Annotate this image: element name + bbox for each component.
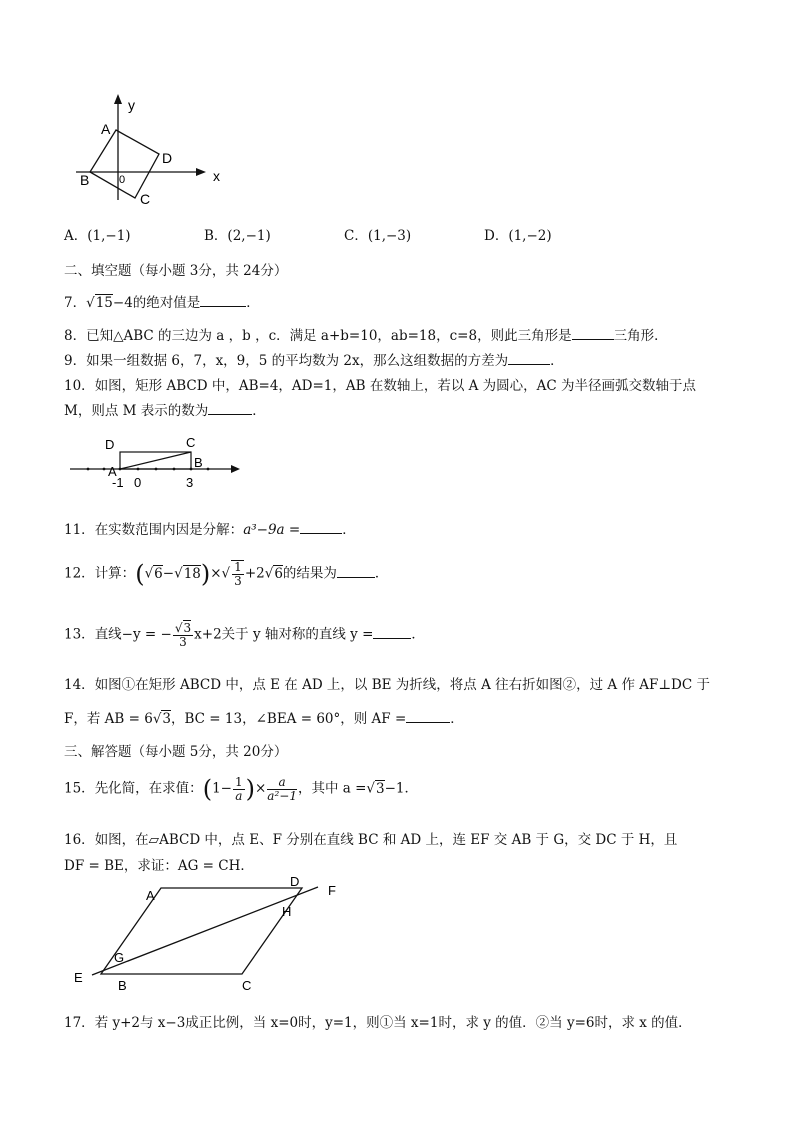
point-d-label: D bbox=[162, 150, 173, 166]
nl-tick-3: 3 bbox=[186, 475, 194, 490]
question-16-line2: DF = BE，求证：AG = CH． bbox=[64, 858, 254, 874]
nl-label-b: B bbox=[194, 455, 203, 470]
pg-label-g: G bbox=[114, 950, 125, 965]
question-15: 15．先化简，在求值：(1− $\frac{1}{a}$ )× $\frac{a}{\text{a²−1}}$ ，其中 a =√3−1． bbox=[64, 774, 419, 803]
question-10-line1: 10．如图，矩形 ABCD 中，AB=4，AD=1，AB 在数轴上，若以 A 为圆心，AC 为半径画弧交数轴于点 bbox=[64, 378, 697, 394]
y-axis-label: y bbox=[128, 97, 135, 113]
point-a-label: A bbox=[101, 121, 111, 137]
question-9: 9．如果一组数据 6，7，x，9，5 的平均数为 2x，那么这组数据的方差为 ． bbox=[64, 353, 564, 369]
nl-label-d: D bbox=[105, 437, 115, 452]
pg-label-h: H bbox=[282, 904, 292, 919]
question-14-line1: 14．如图①在矩形 ABCD 中，点 E 在 AD 上，以 BE 为折线，将点 A 往右折如图②，过 A 作 AF⊥DC 于 bbox=[64, 677, 711, 693]
question-16-line1: 16．如图，在▱ABCD 中，点 E、F 分别在直线 BC 和 AD 上，连 EF 交 AB 于 G，交 DC 于 H，且 bbox=[64, 832, 678, 848]
question-8: 8．已知△ABC 的三边为 a ，b ，c．满足 a+b=10，ab=18，c=8，则此三角形是 三角形． bbox=[64, 328, 668, 344]
question-13: 13．直线−y = − $\frac{√3}{3}$ x+2关于 y 轴对称的直线 y = ． bbox=[64, 621, 425, 649]
nl-label-a: A bbox=[108, 464, 117, 479]
point-c-label: C bbox=[140, 191, 151, 207]
nl-label-c: C bbox=[186, 435, 196, 450]
section3-heading: 三、解答题（每小题 5分，共 20分） bbox=[64, 744, 288, 760]
pg-label-a: A bbox=[146, 888, 155, 903]
q6-option-c: C．(1,−3) bbox=[344, 228, 412, 244]
point-b-label: B bbox=[80, 172, 90, 188]
pg-label-e: E bbox=[74, 970, 83, 985]
question-14-line2: F，若 AB = 6√3，BC = 13，∠BEA = 60°，则 AF = ． bbox=[64, 711, 464, 727]
question-17: 17．若 y+2与 x−3成正比例，当 x=0时，y=1，则①当 x=1时，求 y 的值．②当 y=6时，求 x 的值． bbox=[64, 1015, 692, 1031]
pg-label-b: B bbox=[118, 978, 127, 993]
question-12: 12．计算：(√6−√18)×√ $\frac{1}{3}$ +2√6的结果为 ． bbox=[64, 560, 389, 588]
origin-label: 0 bbox=[119, 174, 126, 186]
question-10-line2: M，则点 M 表示的数为 ． bbox=[64, 403, 266, 419]
q6-option-a: A．(1,−1) bbox=[64, 228, 131, 244]
nl-tick-minus1: -1 bbox=[112, 475, 124, 490]
nl-tick-0: 0 bbox=[134, 475, 142, 490]
pg-label-d: D bbox=[290, 874, 300, 889]
coordinate-figure bbox=[70, 92, 230, 207]
question-11: 11．在实数范围内因是分解：a³−9a = ． bbox=[64, 522, 356, 538]
q6-option-d: D．(1,−2) bbox=[484, 228, 552, 244]
numberline-figure bbox=[68, 432, 248, 492]
parallelogram-figure bbox=[66, 872, 356, 996]
section2-heading: 二、填空题（每小题 3分，共 24分） bbox=[64, 263, 288, 279]
pg-label-f: F bbox=[328, 883, 336, 898]
pg-label-c: C bbox=[242, 978, 252, 993]
x-axis-label: x bbox=[213, 168, 220, 184]
q6-option-b: B．(2,−1) bbox=[204, 228, 271, 244]
question-7: 7．√15−4的绝对值是 ． bbox=[64, 295, 260, 311]
